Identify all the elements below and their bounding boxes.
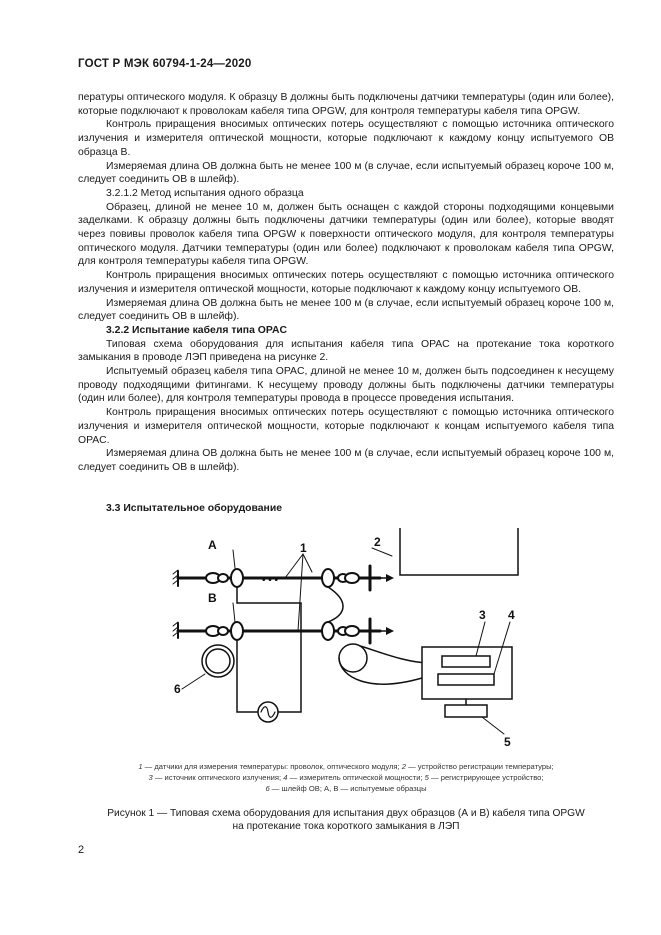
clamp-a-right	[322, 569, 334, 587]
label-1: 1	[300, 541, 307, 555]
document-header: ГОСТ Р МЭК 60794-1-24—2020	[78, 58, 252, 70]
paragraph: Измеряемая длина ОВ должна быть не менее 100 м (в случае, если испытуемый образец короче 100 м, следует соединить ОВ в шлейф).	[78, 160, 614, 186]
page-number: 2	[78, 844, 85, 856]
equipment-housing	[422, 647, 512, 699]
equipment-diagram	[160, 528, 540, 750]
temperature-recorder-2	[400, 528, 518, 575]
fiber-loop-right	[339, 644, 367, 672]
legend-text: — регистрирующее устройство;	[428, 773, 544, 782]
caption-line: Рисунок 1 — Типовая схема оборудования для испытания двух образцов (А и В) кабеля типа OPGW	[107, 808, 585, 819]
clamp-a	[231, 569, 243, 587]
current-circuit	[237, 587, 301, 712]
legend-text: — датчики для измерения температуры: проволок, оптического модуля;	[142, 762, 402, 771]
paragraph: Типовая схема оборудования для испытания кабеля типа OPAC на протекание тока короткого замыкания в проводе ЛЭП приведена на рисунке 2.	[78, 338, 614, 364]
clamp-b	[231, 622, 243, 640]
label-6: 6	[174, 682, 181, 696]
figure-legend	[78, 761, 614, 794]
label-5: 5	[504, 735, 511, 749]
legend-text: — шлейф ОВ; А, В — испытуемые образцы	[269, 784, 427, 793]
paragraph: Испытуемый образец кабеля типа OPAC, длиной не менее 10 м, должен быть подсоединен к несущему проводу подходящими фитингами. К несущему проводу должны быть подключены датчики температуры (один или более), для контроля температуры провода в процессе проведения испытания.	[78, 366, 614, 405]
paragraph: Образец, длиной не менее 10 м, должен быть оснащен с каждой стороны подходящими концевыми заделками. К образцу должны быть подключены датчики температуры (один или более), которые вводят через повивы проволок кабеля типа OPGW к поверхности оптического модуля, для контроля температуры оптического модуля. Датчики температуры (один или более) подключают к проволокам кабеля типа OPGW, для контроля температуры кабеля типа OPGW.	[78, 201, 614, 268]
legend-key: 4	[283, 773, 288, 782]
figure-caption	[78, 807, 614, 833]
label-3: 3	[479, 608, 486, 622]
legend-key: 5	[424, 773, 429, 782]
legend-key: 6	[265, 784, 270, 793]
fiber-loop-6	[202, 645, 234, 677]
paragraph: Измеряемая длина ОВ должна быть не менее 100 м (в случае, если испытуемый образец короче 100 м, следует соединить ОВ в шлейф).	[78, 297, 614, 323]
paragraph: Контроль приращения вносимых оптических потерь осуществляют с помощью источника оптического излучения и измерителя оптической мощности, которые подключают к концам испытуемого кабеля типа OPAC.	[78, 407, 614, 446]
legend-key: 1	[138, 762, 143, 771]
paragraph: пературы оптического модуля. К образцу В должны быть подключены датчики температуры (один или более), которые подключают к проволокам кабеля типа OPGW, для контроля температуры кабеля типа OPGW.	[78, 92, 614, 117]
legend-text: — устройство регистрации температуры;	[405, 762, 554, 771]
paragraph: Контроль приращения вносимых оптических потерь осуществляют с помощью источника оптического излучения и измерителя оптической мощности, которые подключают к каждому концу испытуемого ОВ образца В.	[78, 119, 614, 158]
legend-key: 2	[401, 762, 406, 771]
light-source-3	[442, 656, 490, 667]
caption-line: на протекание тока короткого замыкания в ЛЭП	[232, 821, 460, 832]
legend-key: 3	[148, 773, 153, 782]
label-b: B	[208, 591, 217, 605]
body-text	[78, 91, 614, 475]
paragraph: Измеряемая длина ОВ должна быть не менее 100 м (в случае, если испытуемый образец короче 100 м, следует соединить ОВ в шлейф).	[78, 448, 614, 473]
recording-device-5	[445, 705, 487, 717]
section-heading: 3.2.2 Испытание кабеля типа OPAC	[106, 324, 287, 336]
paragraph: Контроль приращения вносимых оптических потерь осуществляют с помощью источника оптического излучения и измерителя оптической мощности, которые подключают к каждому концу испытуемого ОВ.	[78, 270, 614, 295]
subsection-heading: 3.2.1.2 Метод испытания одного образца	[106, 187, 304, 199]
insulator-a2	[218, 574, 228, 582]
label-a: A	[208, 538, 217, 552]
legend-text: — источник оптического излучения;	[152, 773, 284, 782]
power-meter-4	[438, 674, 494, 685]
legend-text: — измеритель оптической мощности;	[287, 773, 425, 782]
label-2: 2	[374, 535, 381, 549]
sensor-dots: • • •	[262, 575, 279, 586]
label-4: 4	[508, 608, 515, 622]
section-heading-3-3: 3.3 Испытательное оборудование	[106, 503, 282, 514]
